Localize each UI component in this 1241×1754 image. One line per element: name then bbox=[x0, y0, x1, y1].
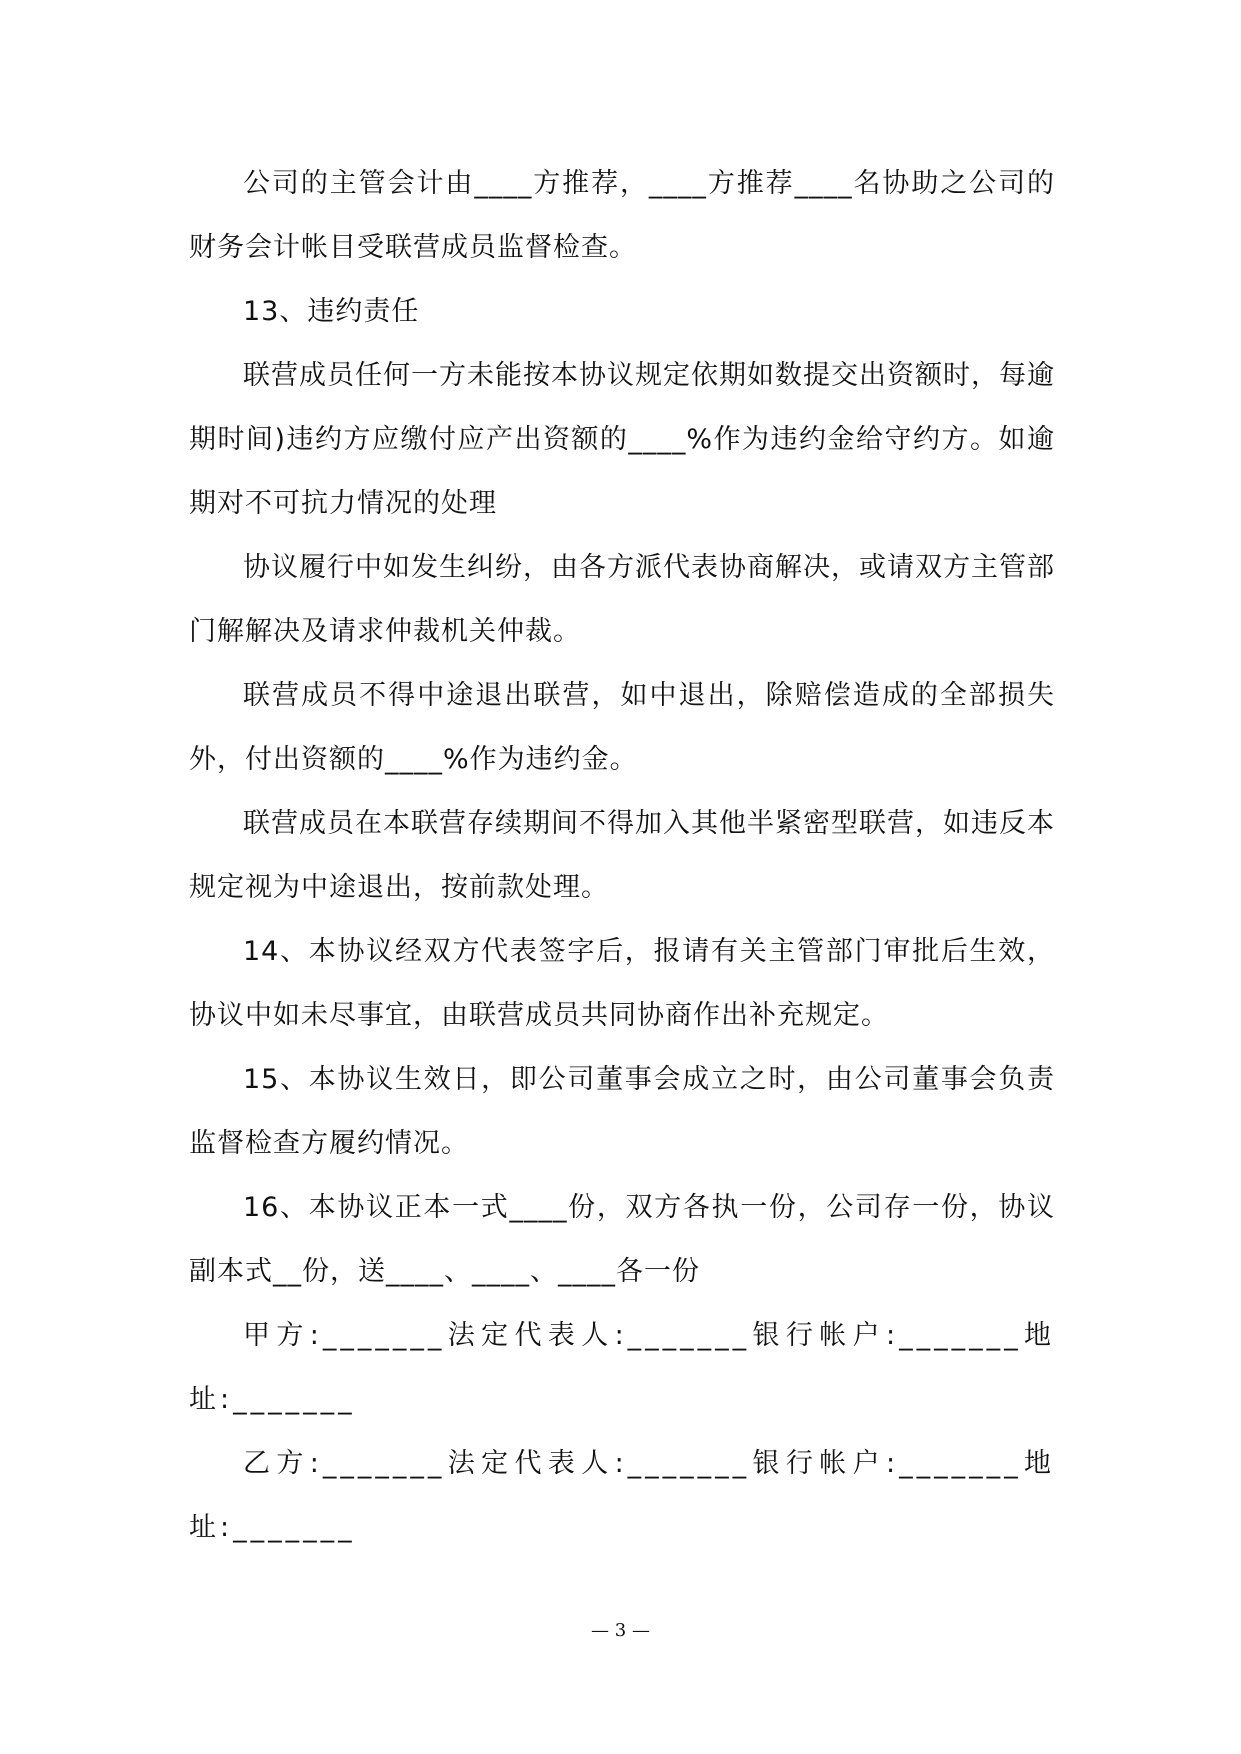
party-a-signature-line: 甲方:_______法定代表人:_______银行帐户:_______地址:_______ bbox=[189, 1320, 1055, 1415]
paragraph-accounting: 公司的主管会计由____方推荐，____方推荐____名协助之公司的财务会计帐目受联营成员监督检查。 bbox=[189, 168, 1055, 263]
paragraph-late-contribution: 联营成员任何一方未能按本协议规定依期如数提交出资额时，每逾期时间)违约方应缴付应产出资额的____%作为违约金给守约方。如逾期对不可抗力情况的处理 bbox=[189, 360, 1055, 519]
paragraph-withdrawal: 联营成员不得中途退出联营，如中退出，除赔偿造成的全部损失外，付出资额的____%作为违约金。 bbox=[189, 680, 1055, 775]
page-number: — 3 — bbox=[591, 1620, 650, 1641]
paragraph-clause-16: 16、本协议正本一式____份，双方各执一份，公司存一份，协议副本式__份，送____、____、____各一份 bbox=[189, 1192, 1055, 1287]
section-heading-breach: 13、违约责任 bbox=[243, 296, 420, 327]
party-b-signature-line: 乙方:_______法定代表人:_______银行帐户:_______地址:_______ bbox=[189, 1448, 1055, 1543]
document-body bbox=[189, 152, 1055, 1560]
paragraph-dispute: 协议履行中如发生纠纷，由各方派代表协商解决，或请双方主管部门解解决及请求仲裁机关仲裁。 bbox=[189, 552, 1055, 647]
paragraph-no-other-joint-venture: 联营成员在本联营存续期间不得加入其他半紧密型联营，如违反本规定视为中途退出，按前款处理。 bbox=[189, 808, 1055, 903]
paragraph-clause-15: 15、本协议生效日，即公司董事会成立之时，由公司董事会负责监督检查方履约情况。 bbox=[189, 1064, 1055, 1159]
paragraph-clause-14: 14、本协议经双方代表签字后，报请有关主管部门审批后生效，协议中如未尽事宜，由联营成员共同协商作出补充规定。 bbox=[189, 936, 1055, 1031]
